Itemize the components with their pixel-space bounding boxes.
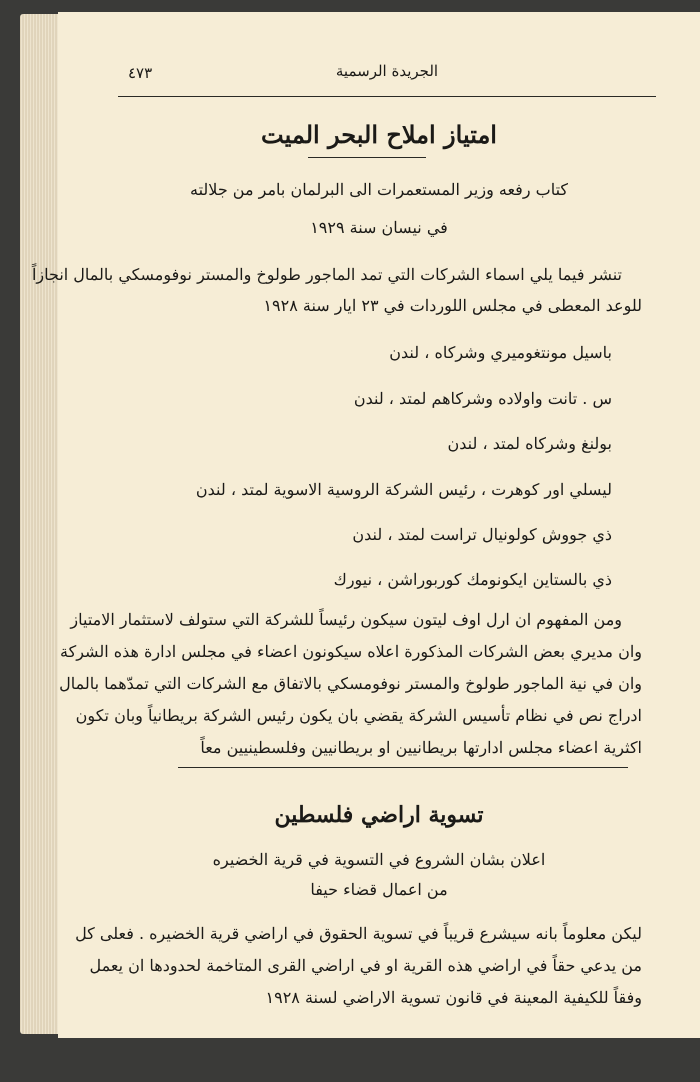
section1-subtitle-2: في نيسان سنة ١٩٢٩	[310, 218, 448, 237]
section2-subtitle-1: اعلان بشان الشروع في التسوية في قرية الخضيره	[212, 850, 546, 869]
company-item-4: ليسلي اور كوهرت ، رئيس الشركة الروسية الاسوية لمتد ، لندن	[195, 480, 612, 499]
closing-line-2: وان مديري بعض الشركات المذكورة اعلاه سيكونون اعضاء في مجلس ادارة هذه الشركة	[60, 642, 642, 661]
section-divider	[178, 767, 628, 768]
document-page	[31, 12, 700, 1038]
closing-line-1: ومن المفهوم ان ارل اوف ليتون سيكون رئيساً للشركة التي ستولف لاستثمار الامتياز	[70, 610, 622, 629]
company-item-2: س . تانت واولاده وشركاهم لمتد ، لندن	[353, 389, 612, 408]
closing-line-5: اكثرية اعضاء مجلس ادارتها بريطانيين او بريطانيين وفلسطينيين معاً	[200, 738, 642, 757]
section2-body-line-3: وفقاً للكيفية المعينة في قانون تسوية الاراضي لسنة ١٩٢٨	[265, 988, 642, 1007]
section1-subtitle-1: كتاب رفعه وزير المستعمرات الى البرلمان بامر من جلالته	[189, 180, 569, 199]
page-number: ٤٧٣	[128, 64, 153, 82]
company-item-1: باسيل مونتغوميري وشركاه ، لندن	[389, 343, 612, 362]
book-page-edges	[20, 14, 60, 1034]
title-underline	[308, 157, 426, 158]
page-header	[118, 62, 656, 97]
company-item-6: ذي بالستاين ايكونومك كوربوراشن ، نيورك	[333, 570, 612, 589]
section2-title: تسوية اراضي فلسطين	[274, 802, 484, 828]
section2-body-line-1: ليكن معلوماً بانه سيشرع قريباً في تسوية الحقوق في اراضي قرية الخضيره . فعلى كل	[75, 924, 642, 943]
section2-body-line-2: من يدعي حقاً في اراضي هذه القرية او في اراضي القرى المتاخمة لحدودها ان يعمل	[89, 956, 642, 975]
company-item-3: بولنغ وشركاه لمتد ، لندن	[447, 434, 612, 453]
closing-line-4: ادراج نص في نظام تأسيس الشركة يقضي بان يكون رئيس الشركة بريطانياً وبان تكون	[75, 706, 642, 725]
closing-line-3: وان في نية الماجور طولوخ والمستر نوفومسكي بالاتفاق مع الشركات التي تمدّهما بالمال	[59, 674, 642, 693]
company-item-5: ذي جووش كولونيال تراست لمتد ، لندن	[352, 525, 612, 544]
intro-line-2: للوعد المعطى في مجلس اللوردات في ٢٣ ايار سنة ١٩٢٨	[263, 296, 642, 315]
section1-title: امتياز املاح البحر الميت	[261, 120, 497, 149]
intro-line-1: تنشر فيما يلي اسماء الشركات التي تمد الماجور طولوخ والمستر نوفومسكي بالمال انجازاً	[31, 265, 622, 284]
journal-name: الجريدة الرسمية	[335, 62, 439, 80]
section2-subtitle-2: من اعمال قضاء حيفا	[310, 880, 448, 899]
